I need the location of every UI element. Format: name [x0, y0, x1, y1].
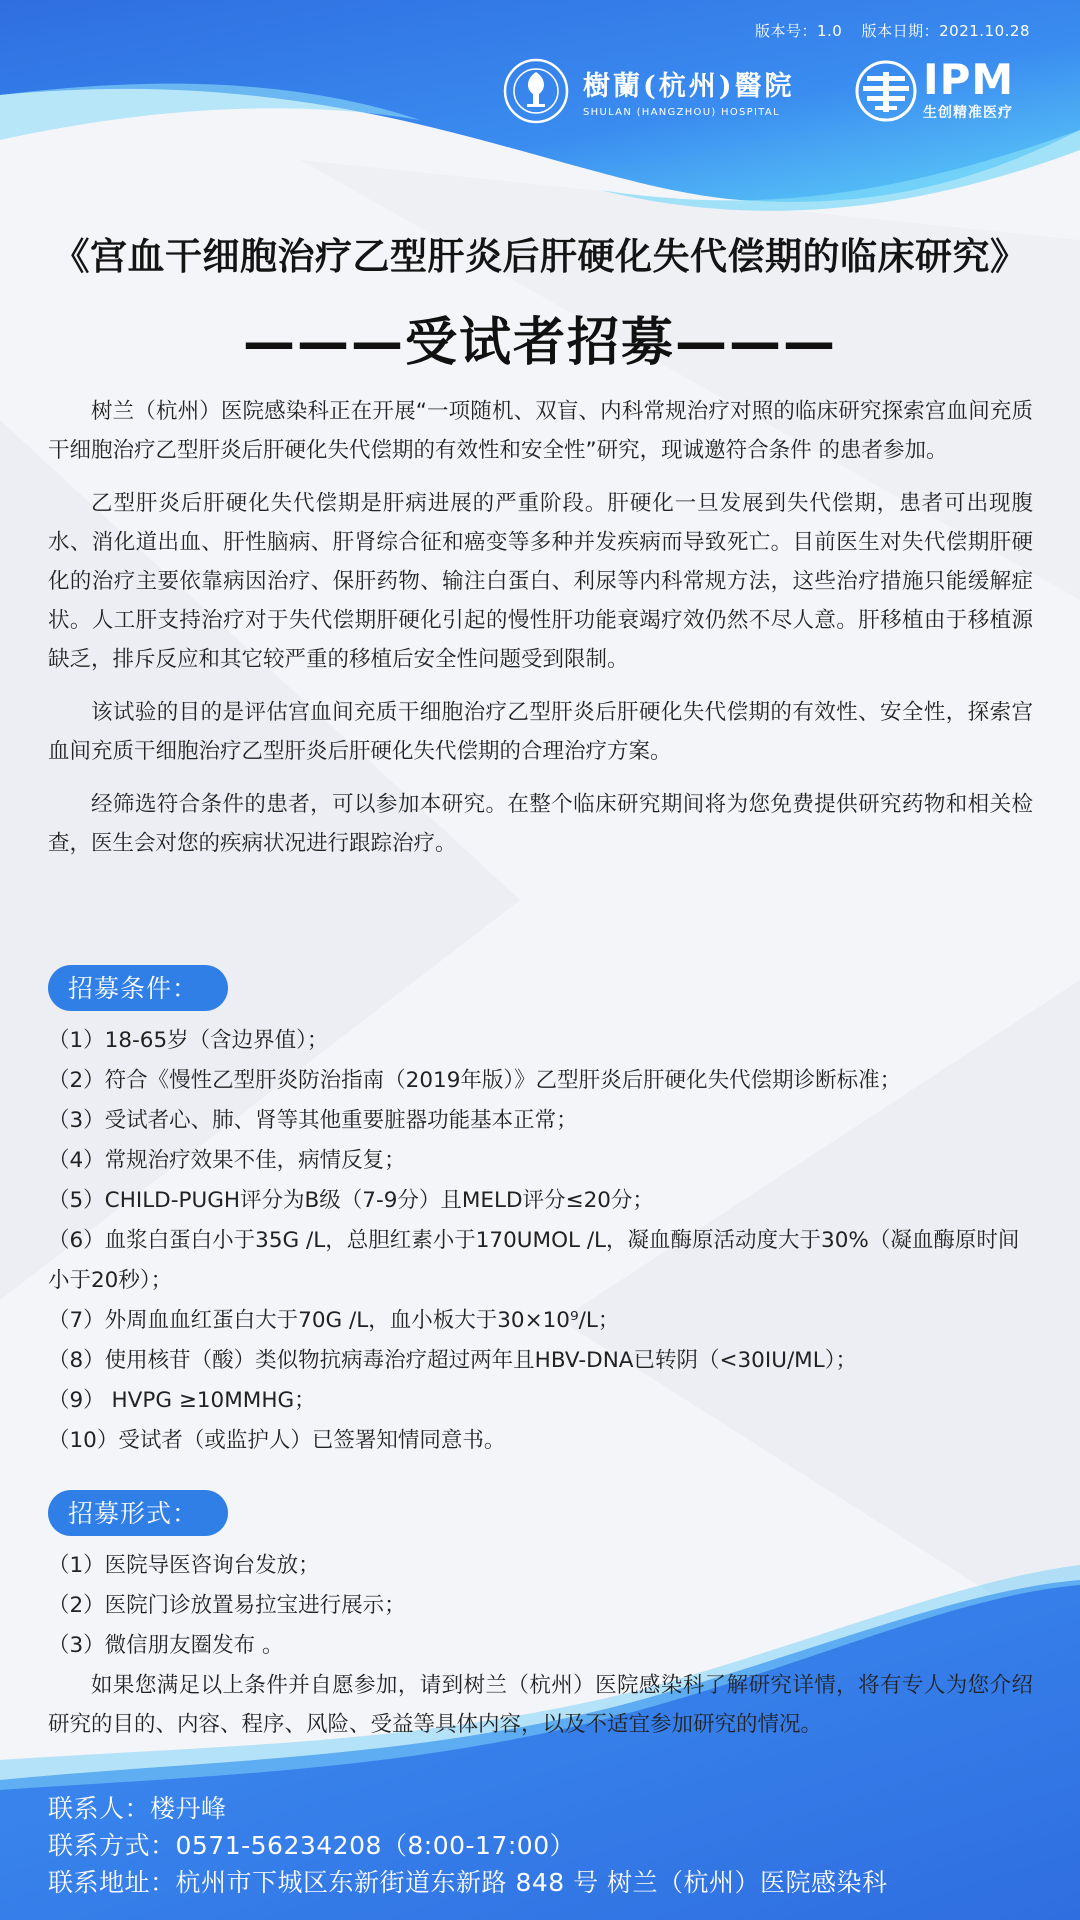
forms-item: （1）医院导医咨询台发放；: [48, 1553, 320, 1578]
criteria-item: （8）使用核苷（酸）类似物抗病毒治疗超过两年且HBV-DNA已转阴（<30IU/ML）；: [48, 1348, 857, 1373]
version-number: 版本号：1.0: [754, 22, 843, 40]
criteria-item: （9） HVPG ≥10MMHG；: [48, 1388, 316, 1413]
hospital-name-cn: 樹蘭(杭州)醫院: [583, 71, 795, 102]
recruitment-heading: ———受试者招募———: [242, 313, 837, 373]
criteria-item: （1）18-65岁（含边界值）；: [48, 1028, 329, 1053]
criteria-section: [48, 963, 1033, 1461]
contact-person: 联系人：楼丹峰: [48, 1794, 227, 1823]
forms-heading: 招募形式：: [48, 1490, 228, 1536]
contact-address: 联系地址：杭州市下城区东新街道东新路 848 号 树兰（杭州）医院感染科: [48, 1868, 888, 1897]
intro-paragraph: 该试验的目的是评估宫血间充质干细胞治疗乙型肝炎后肝硬化失代偿期的有效性、安全性，探索宫血间充质干细胞治疗乙型肝炎后肝硬化失代偿期的合理治疗方案。: [48, 700, 1033, 764]
forms-section: [48, 1488, 1033, 1758]
criteria-item: （2）符合《慢性乙型肝炎防治指南（2019年版）》乙型肝炎后肝硬化失代偿期诊断标准；: [48, 1068, 902, 1093]
study-title: 《宫血干细胞治疗乙型肝炎后肝硬化失代偿期的临床研究》: [52, 235, 1028, 278]
intro-paragraph: 经筛选符合条件的患者，可以参加本研究。在整个临床研究期间将为您免费提供研究药物和相关检查，医生会对您的疾病状况进行跟踪治疗。: [48, 792, 1033, 856]
intro-paragraph: 乙型肝炎后肝硬化失代偿期是肝病进展的严重阶段。肝硬化一旦发展到失代偿期，患者可出现腹水、消化道出血、肝性脑病、肝肾综合征和癌变等多种并发疾病而导致死亡。目前医生对失代偿期肝硬化的治疗主要依靠病因治疗、保肝药物、输注白蛋白、利尿等内科常规方法，这些治疗措施只能缓解症状。人工肝支持治疗对于失代偿期肝硬化引起的慢性肝功能衰竭疗效仍然不尽人意。肝移植由于移植源缺乏，排斥反应和其它较严重的移植后安全性问题受到限制。: [48, 491, 1033, 672]
criteria-item: （5）CHILD-PUGH评分为B级（7-9分）且MELD评分≤20分；: [48, 1188, 654, 1213]
ipm-globe-icon: [855, 60, 917, 122]
hospital-name-en: SHULAN (HANGZHOU) HOSPITAL: [583, 107, 780, 118]
shulan-health-seal-icon: [503, 58, 569, 124]
forms-item: （2）医院门诊放置易拉宝进行展示；: [48, 1593, 406, 1618]
closing-paragraph: 如果您满足以上条件并自愿参加，请到树兰（杭州）医院感染科了解研究详情，将有专人为您介绍研究的目的、内容、程序、风险、受益等具体内容，以及不适宜参加研究的情况。: [48, 1673, 1033, 1737]
criteria-item: （3）受试者心、肺、肾等其他重要脏器功能基本正常；: [48, 1108, 578, 1133]
ipm-wordmark: IPM: [923, 55, 1015, 104]
version-date: 版本日期：2021.10.28: [861, 22, 1030, 40]
intro-section: [48, 392, 1033, 877]
intro-paragraph: 树兰（杭州）医院感染科正在开展“一项随机、双盲、内科常规治疗对照的临床研究探索宫血间充质干细胞治疗乙型肝炎后肝硬化失代偿期的有效性和安全性”研究，现诚邀符合条件 的患者参加。: [48, 399, 1033, 463]
criteria-heading: 招募条件：: [48, 965, 228, 1011]
contact-block: [48, 1790, 888, 1901]
ipm-subtitle: 生创精准医疗: [923, 105, 1013, 121]
criteria-item: （4）常规治疗效果不佳，病情反复；: [48, 1148, 406, 1173]
criteria-item: （7）外周血血红蛋白大于70G /L，血小板大于30×10⁹/L；: [48, 1308, 620, 1333]
forms-item: （3）微信朋友圈发布 。: [48, 1633, 284, 1658]
ipm-logo: [855, 55, 1015, 122]
shulan-hospital-logo: [503, 58, 795, 124]
contact-phone: 联系方式：0571-56234208（8:00-17:00）: [48, 1831, 576, 1860]
criteria-item: （6）血浆白蛋白小于35G /L，总胆红素小于170UMOL /L，凝血酶原活动度大于30%（凝血酶原时间小于20秒）；: [48, 1228, 1020, 1293]
version-info: [741, 20, 1030, 41]
criteria-item: （10）受试者（或监护人）已签署知情同意书。: [48, 1428, 506, 1453]
